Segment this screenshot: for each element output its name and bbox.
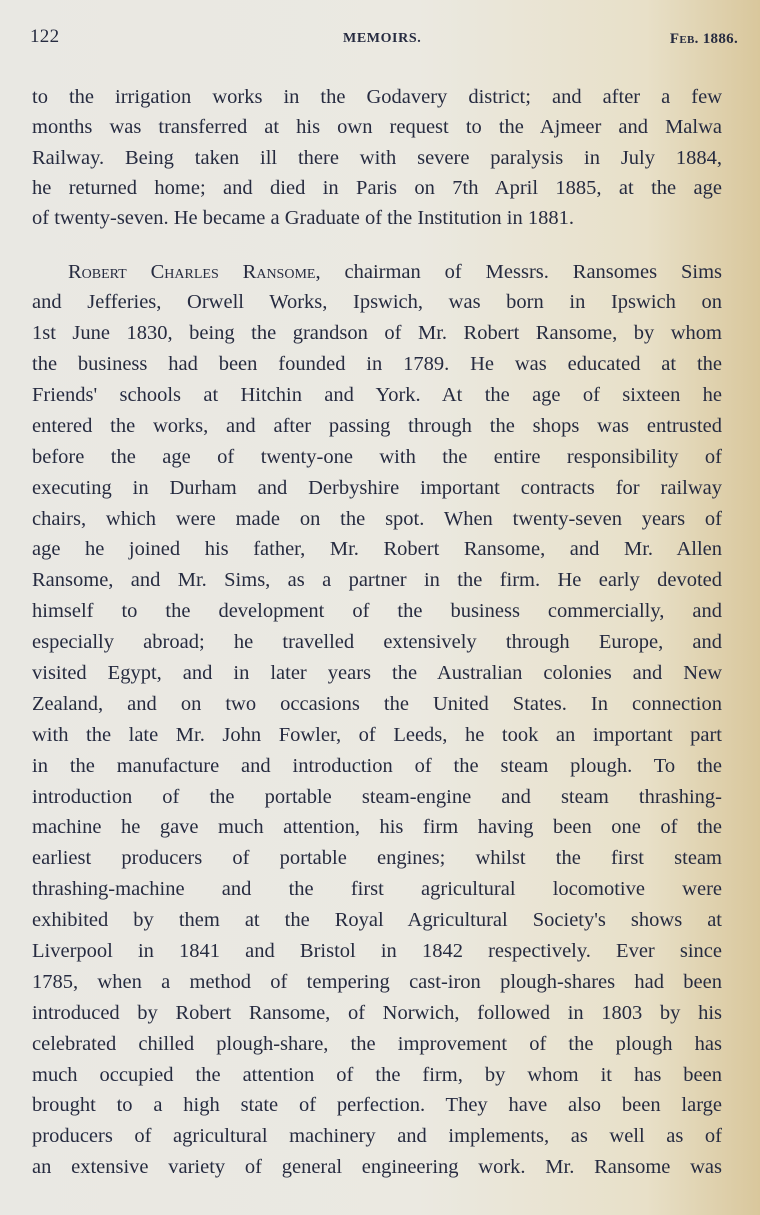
text-line: to the irrigation works in the Godavery district; and after a few: [32, 86, 722, 108]
text-line: especially abroad; he travelled extensively through Europe, and: [32, 631, 722, 654]
text-span: chairman of Messrs. Ransomes Sims: [320, 261, 722, 283]
text-line: brought to a high state of perfection. They have also been large: [32, 1094, 722, 1117]
text-line: before the age of twenty-one with the entire responsibility of: [32, 445, 722, 468]
text-line: much occupied the attention of the firm, by whom it has been: [32, 1063, 722, 1086]
text-line: in the manufacture and introduction of the steam plough. To the: [32, 754, 722, 777]
text-line: 1785, when a method of tempering cast-iron plough-shares had been: [32, 970, 722, 993]
text-line: he returned home; and died in Paris on 7th April 1885, at the age: [32, 176, 722, 199]
text-line: and Jefferies, Orwell Works, Ipswich, was born in Ipswich on: [32, 291, 722, 314]
text-line: Railway. Being taken ill there with severe paralysis in July 1884,: [32, 146, 722, 169]
running-title: MEMOIRS.: [343, 31, 422, 46]
page-number: 122: [30, 26, 60, 47]
text-line: chairs, which were made on the spot. When twenty-seven years of: [32, 507, 722, 530]
text-line: celebrated chilled plough-share, the improvement of the plough has: [32, 1032, 722, 1055]
text-line: executing in Durham and Derbyshire important contracts for railway: [32, 476, 722, 499]
text-line: Liverpool in 1841 and Bristol in 1842 respectively. Ever since: [32, 940, 722, 962]
text-line: introduction of the portable steam-engine and steam thrashing-: [32, 785, 722, 808]
text-line: machine he gave much attention, his firm having been one of the: [32, 816, 722, 839]
text-line: with the late Mr. John Fowler, of Leeds, he took an important part: [32, 723, 722, 746]
text-line: thrashing-machine and the first agricultural locomotive were: [32, 878, 722, 901]
text-line: producers of agricultural machinery and implements, as well as of: [32, 1125, 722, 1148]
text-line: himself to the development of the business commercially, and: [32, 600, 722, 623]
text-line: earliest producers of portable engines; whilst the first steam: [32, 847, 722, 870]
memoir-subject-name: Robert Charles Ransome,: [68, 261, 321, 283]
text-line: 1st June 1830, being the grandson of Mr. Robert Ransome, by whom: [32, 322, 722, 345]
text-line: of twenty-seven. He became a Graduate of the Institution in 1881.: [32, 207, 574, 230]
text-line: an extensive variety of general engineering work. Mr. Ransome was: [32, 1156, 722, 1179]
text-line: exhibited by them at the Royal Agricultural Society's shows at: [32, 909, 722, 932]
text-line: months was transferred at his own request to the Ajmeer and Malwa: [32, 116, 722, 139]
text-line: the business had been founded in 1789. He was educated at the: [32, 353, 722, 376]
text-line: visited Egypt, and in later years the Australian colonies and New: [32, 661, 722, 684]
text-line: [32, 257, 722, 287]
text-line: Friends' schools at Hitchin and York. At the age of sixteen he: [32, 383, 722, 406]
text-line: introduced by Robert Ransome, of Norwich, followed in 1803 by his: [32, 1001, 722, 1024]
text-line: age he joined his father, Mr. Robert Ransome, and Mr. Allen: [32, 538, 722, 561]
text-line: Ransome, and Mr. Sims, as a partner in the firm. He early devoted: [32, 569, 722, 592]
running-date: Feb. 1886.: [669, 31, 738, 47]
text-line: entered the works, and after passing through the shops was entrusted: [32, 414, 722, 437]
paragraph-1: [32, 82, 722, 233]
paragraph-2-memoir-ransome: [32, 257, 722, 1183]
text-line: Zealand, and on two occasions the United States. In connection: [32, 692, 722, 715]
